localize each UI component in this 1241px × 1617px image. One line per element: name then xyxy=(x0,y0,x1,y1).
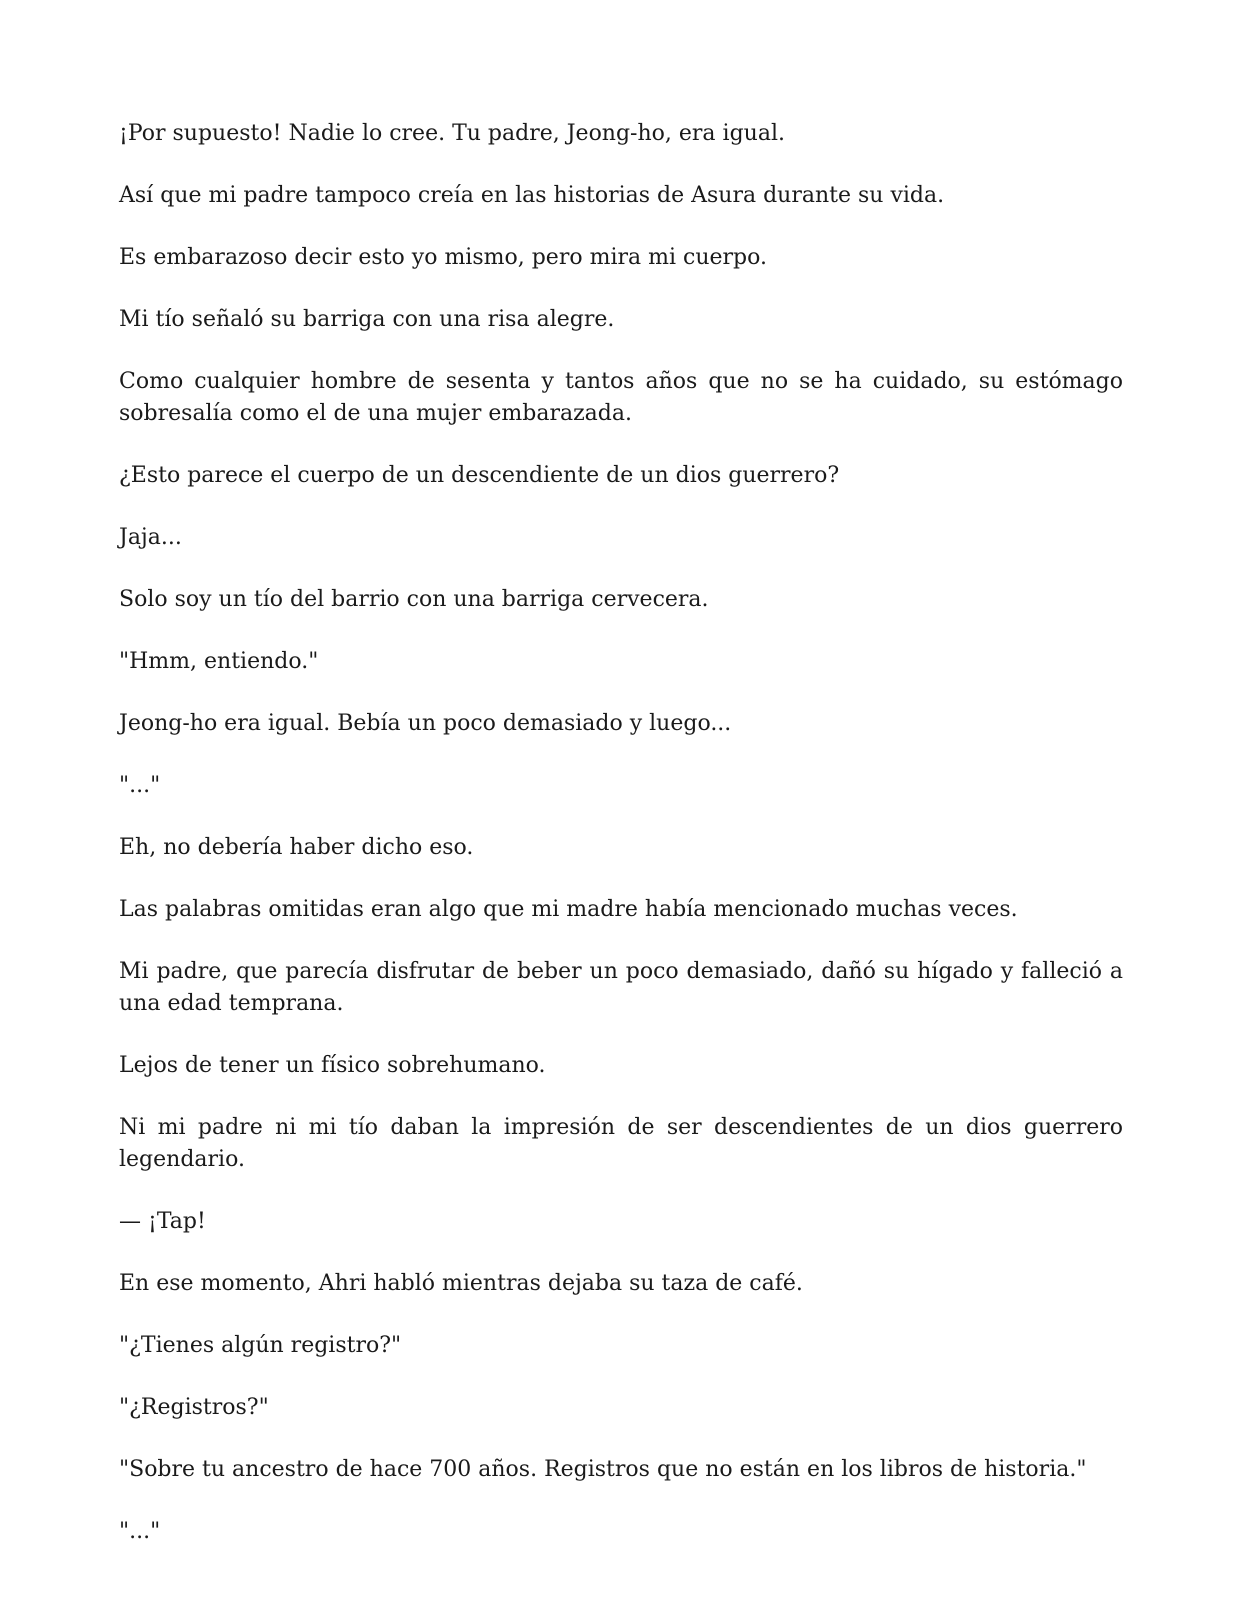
paragraph: "Sobre tu ancestro de hace 700 años. Registros que no están en los libros de historia." xyxy=(119,1457,1087,1482)
paragraph: "..." xyxy=(119,1519,161,1544)
paragraph: "..." xyxy=(119,773,161,798)
paragraph: Jaja... xyxy=(119,525,182,550)
paragraph: "Hmm, entiendo." xyxy=(119,649,319,674)
paragraph: Así que mi padre tampoco creía en las historias de Asura durante su vida. xyxy=(119,183,945,208)
paragraph: — ¡Tap! xyxy=(119,1209,206,1234)
paragraph: "¿Registros?" xyxy=(119,1395,269,1420)
paragraph: ¿Esto parece el cuerpo de un descendiente de un dios guerrero? xyxy=(119,463,840,488)
paragraph: Es embarazoso decir esto yo mismo, pero mira mi cuerpo. xyxy=(119,245,767,270)
paragraph: Mi padre, que parecía disfrutar de beber un poco demasiado, dañó su hígado y falleció a una edad temprana. xyxy=(119,959,1123,1016)
text-body xyxy=(119,118,1123,1578)
paragraph: Las palabras omitidas eran algo que mi madre había mencionado muchas veces. xyxy=(119,897,1018,922)
paragraph: ¡Por supuesto! Nadie lo cree. Tu padre, Jeong-ho, era igual. xyxy=(119,121,785,146)
paragraph: Jeong-ho era igual. Bebía un poco demasiado y luego... xyxy=(119,711,732,736)
paragraph: Eh, no debería haber dicho eso. xyxy=(119,835,474,860)
paragraph: Ni mi padre ni mi tío daban la impresión de ser descendientes de un dios guerrero legendario. xyxy=(119,1115,1123,1172)
paragraph: Lejos de tener un físico sobrehumano. xyxy=(119,1053,546,1078)
paragraph: "¿Tienes algún registro?" xyxy=(119,1333,402,1358)
paragraph: En ese momento, Ahri habló mientras dejaba su taza de café. xyxy=(119,1271,803,1296)
paragraph: Mi tío señaló su barriga con una risa alegre. xyxy=(119,307,615,332)
paragraph: Como cualquier hombre de sesenta y tantos años que no se ha cuidado, su estómago sobresalía como el de una mujer embarazada. xyxy=(119,369,1123,426)
paragraph: Solo soy un tío del barrio con una barriga cervecera. xyxy=(119,587,709,612)
